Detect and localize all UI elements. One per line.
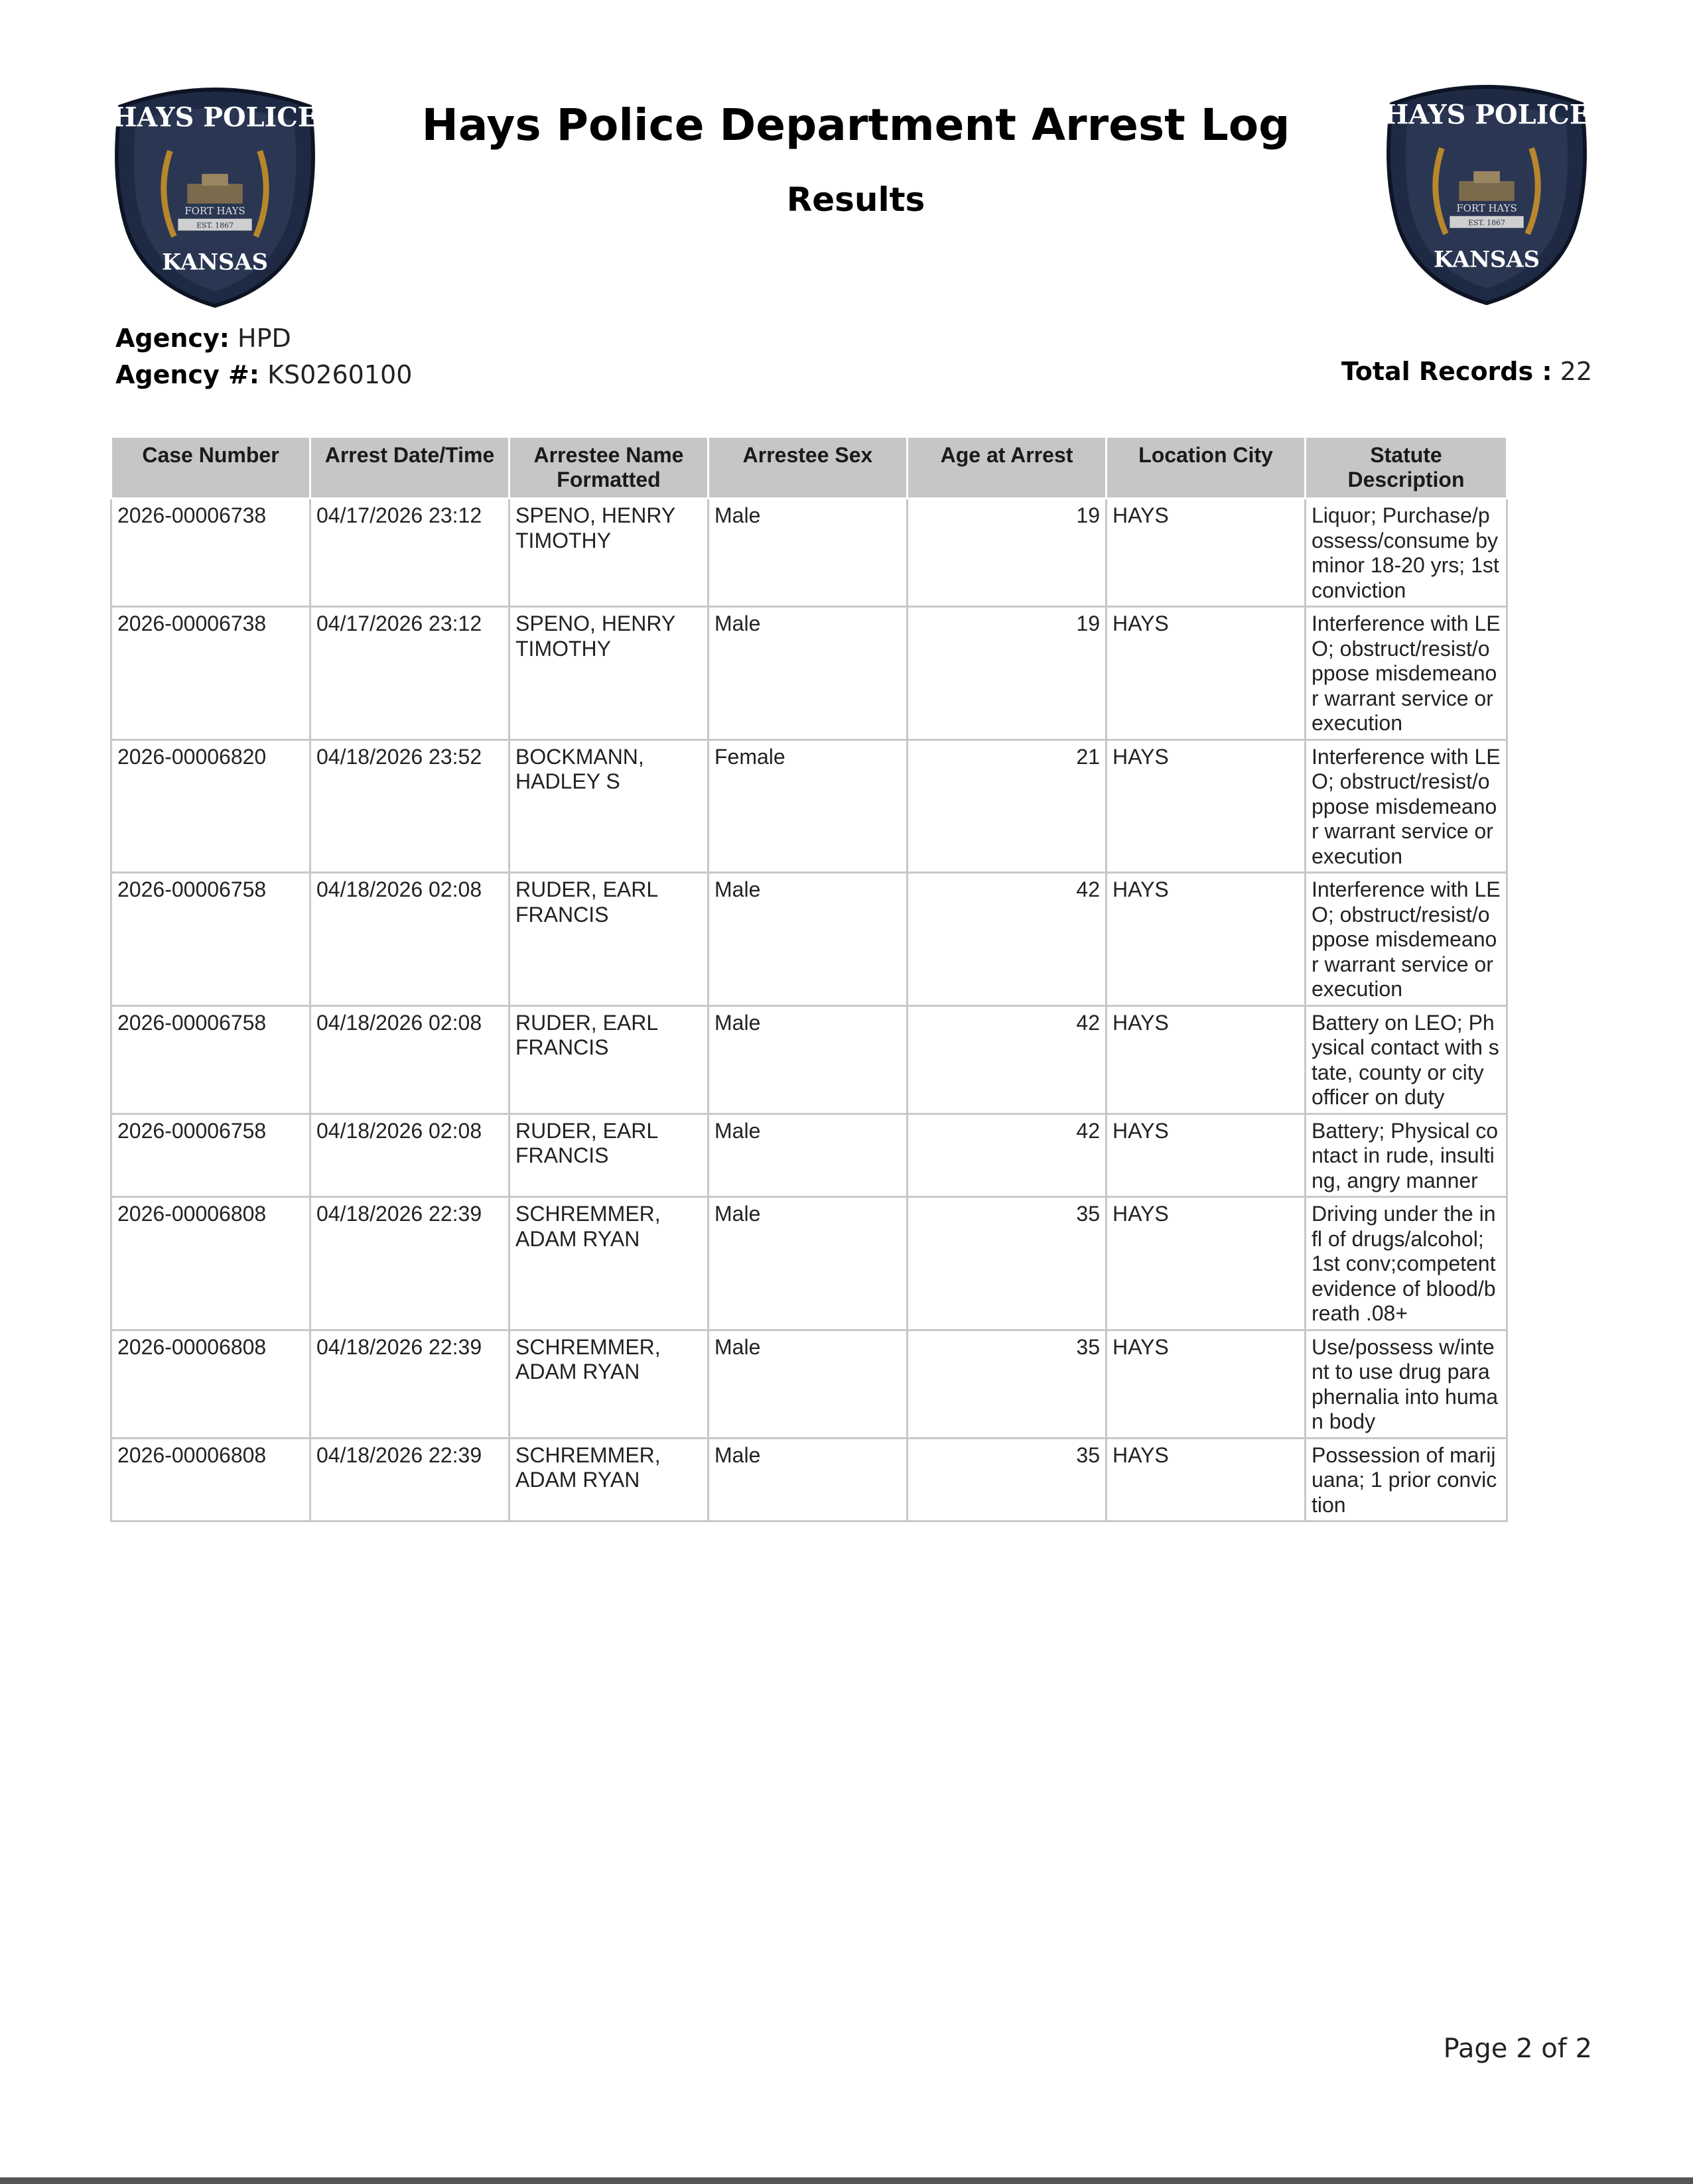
location-city-cell: HAYS [1107, 873, 1306, 1006]
table-row [111, 873, 1507, 1006]
arrestee-name-cell: BOCKMANN, HADLEY S [509, 739, 709, 873]
statute-description-cell: Liquor; Purchase/possess/consume by minor 18-20 yrs; 1st conviction [1306, 499, 1507, 607]
case-number-cell: 2026-00006758 [111, 1005, 310, 1114]
report-subtitle: Results [786, 180, 925, 219]
statute-description-cell: Driving under the infl of drugs/alcohol; 1st conv;competent evidence of blood/breath .08+ [1306, 1197, 1507, 1330]
arrestee-name-cell: SCHREMMER, ADAM RYAN [509, 1438, 709, 1521]
location-city-cell: HAYS [1107, 739, 1306, 873]
svg-text:HAYS POLICE: HAYS POLICE [1383, 99, 1590, 131]
table-row [111, 1005, 1507, 1114]
arrestee-sex-cell: Male [709, 1438, 908, 1521]
location-city-cell: HAYS [1107, 607, 1306, 740]
agency-line [115, 324, 291, 353]
statute-description-cell: Possession of marijuana; 1 prior conviction [1306, 1438, 1507, 1521]
arrest-datetime-cell: 04/18/2026 22:39 [310, 1438, 509, 1521]
agency-number-value: KS0260100 [267, 360, 413, 389]
table-row [111, 607, 1507, 740]
location-city-cell: HAYS [1107, 1197, 1306, 1330]
arrestee-name-cell: RUDER, EARL FRANCIS [509, 1114, 709, 1197]
arrest-datetime-cell: 04/17/2026 23:12 [310, 499, 509, 607]
age-cell: 42 [908, 873, 1107, 1006]
svg-text:EST. 1867: EST. 1867 [1468, 218, 1505, 227]
col-header-arrestee-sex: Arrestee Sex [709, 437, 908, 499]
svg-text:EST. 1867: EST. 1867 [196, 221, 234, 230]
statute-description-cell: Battery on LEO; Physical contact with state, county or city officer on duty [1306, 1005, 1507, 1114]
age-cell: 19 [908, 499, 1107, 607]
arrest-datetime-cell: 04/18/2026 02:08 [310, 873, 509, 1006]
statute-description-cell: Interference with LEO; obstruct/resist/oppose misdemeanor warrant service or execution [1306, 739, 1507, 873]
arrest-log-table [110, 436, 1508, 1522]
table-row [111, 1330, 1507, 1438]
table-row [111, 1114, 1507, 1197]
arrest-datetime-cell: 04/18/2026 23:52 [310, 739, 509, 873]
arrest-datetime-cell: 04/18/2026 22:39 [310, 1330, 509, 1438]
arrestee-name-cell: RUDER, EARL FRANCIS [509, 1005, 709, 1114]
col-header-arrestee-name: Arrestee Name Formatted [509, 437, 709, 499]
location-city-cell: HAYS [1107, 1005, 1306, 1114]
statute-description-cell: Use/possess w/intent to use drug paraphernalia into human body [1306, 1330, 1507, 1438]
arrestee-name-cell: SCHREMMER, ADAM RYAN [509, 1330, 709, 1438]
statute-description-cell: Interference with LEO; obstruct/resist/oppose misdemeanor warrant service or execution [1306, 607, 1507, 740]
age-cell: 19 [908, 607, 1107, 740]
case-number-cell: 2026-00006808 [111, 1438, 310, 1521]
case-number-cell: 2026-00006808 [111, 1197, 310, 1330]
svg-text:KANSAS: KANSAS [161, 248, 269, 275]
col-header-arrest-datetime: Arrest Date/Time [310, 437, 509, 499]
age-cell: 42 [908, 1005, 1107, 1114]
case-number-cell: 2026-00006738 [111, 607, 310, 740]
arrest-datetime-cell: 04/18/2026 02:08 [310, 1114, 509, 1197]
table-row [111, 499, 1507, 607]
arrestee-sex-cell: Male [709, 607, 908, 740]
agency-label: Agency: [115, 324, 230, 353]
svg-text:FORT HAYS: FORT HAYS [184, 204, 245, 217]
col-header-age-at-arrest: Age at Arrest [908, 437, 1107, 499]
page-number: Page 2 of 2 [1443, 2033, 1592, 2064]
scan-edge-bar [0, 2177, 1693, 2184]
statute-description-cell: Interference with LEO; obstruct/resist/oppose misdemeanor warrant service or execution [1306, 873, 1507, 1006]
location-city-cell: HAYS [1107, 499, 1306, 607]
svg-text:HAYS POLICE: HAYS POLICE [111, 102, 318, 133]
agency-value: HPD [237, 324, 291, 353]
svg-text:FORT HAYS: FORT HAYS [1456, 202, 1517, 214]
location-city-cell: HAYS [1107, 1330, 1306, 1438]
col-header-case-number: Case Number [111, 437, 310, 499]
table-row [111, 1197, 1507, 1330]
total-records-line [1341, 357, 1592, 386]
agency-number-line [115, 360, 412, 389]
arrestee-name-cell: SPENO, HENRY TIMOTHY [509, 607, 709, 740]
arrestee-sex-cell: Male [709, 873, 908, 1006]
arrestee-sex-cell: Male [709, 1330, 908, 1438]
arrestee-sex-cell: Male [709, 1005, 908, 1114]
case-number-cell: 2026-00006758 [111, 1114, 310, 1197]
arrest-datetime-cell: 04/18/2026 22:39 [310, 1197, 509, 1330]
case-number-cell: 2026-00006808 [111, 1330, 310, 1438]
agency-number-label: Agency #: [115, 360, 259, 389]
arrestee-sex-cell: Male [709, 1114, 908, 1197]
table-row [111, 1438, 1507, 1521]
arrestee-sex-cell: Male [709, 499, 908, 607]
location-city-cell: HAYS [1107, 1114, 1306, 1197]
arrestee-sex-cell: Male [709, 1197, 908, 1330]
svg-text:KANSAS: KANSAS [1433, 245, 1540, 273]
age-cell: 35 [908, 1330, 1107, 1438]
age-cell: 35 [908, 1438, 1107, 1521]
age-cell: 35 [908, 1197, 1107, 1330]
statute-description-cell: Battery; Physical contact in rude, insulting, angry manner [1306, 1114, 1507, 1197]
arrest-datetime-cell: 04/18/2026 02:08 [310, 1005, 509, 1114]
case-number-cell: 2026-00006820 [111, 739, 310, 873]
arrest-datetime-cell: 04/17/2026 23:12 [310, 607, 509, 740]
location-city-cell: HAYS [1107, 1438, 1306, 1521]
case-number-cell: 2026-00006758 [111, 873, 310, 1006]
total-records-value: 22 [1560, 357, 1592, 386]
col-header-statute-description: Statute Description [1306, 437, 1507, 499]
age-cell: 42 [908, 1114, 1107, 1197]
arrestee-name-cell: SPENO, HENRY TIMOTHY [509, 499, 709, 607]
case-number-cell: 2026-00006738 [111, 499, 310, 607]
arrestee-sex-cell: Female [709, 739, 908, 873]
arrestee-name-cell: RUDER, EARL FRANCIS [509, 873, 709, 1006]
arrestee-name-cell: SCHREMMER, ADAM RYAN [509, 1197, 709, 1330]
table-row [111, 739, 1507, 873]
col-header-location-city: Location City [1107, 437, 1306, 499]
report-title: Hays Police Department Arrest Log [421, 99, 1290, 151]
age-cell: 21 [908, 739, 1107, 873]
total-records-label: Total Records : [1341, 357, 1552, 386]
table-header-row [111, 437, 1507, 499]
